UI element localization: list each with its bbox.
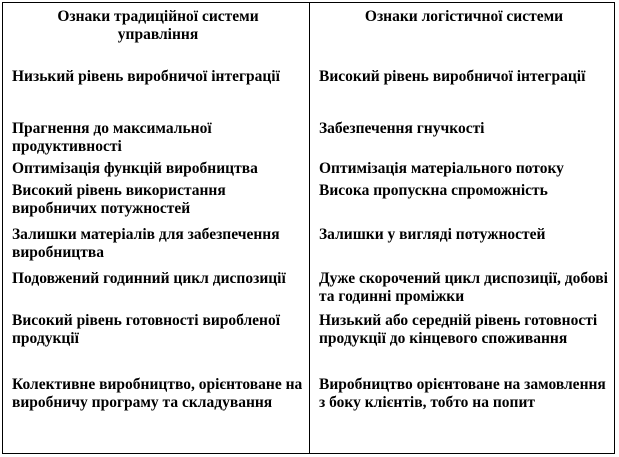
row-5-logistic: Залишки у вигляді потужностей (319, 226, 546, 243)
row-4-traditional: Високий рівень використання виробничих потужностей (12, 182, 226, 217)
row-6-traditional: Подовжений годинний цикл диспозиції (12, 270, 286, 287)
row-4-logistic: Висока пропускна спроможність (319, 182, 548, 199)
row-8-traditional: Колективне виробництво, орієнтоване на виробничу програму та складування (12, 376, 303, 411)
row-1-logistic: Високий рівень виробничої інтеграції (319, 68, 586, 85)
row-8-logistic: Виробництво орієнтоване на замовлення з боку клієнтів, тобто на попит (319, 376, 606, 411)
row-1-traditional: Низький рівень виробничої інтеграції (12, 68, 280, 85)
header-traditional: Ознаки традиційної системи управління (57, 8, 259, 43)
row-6-logistic: Дуже скорочений цикл диспозиції, добові та годинні проміжки (319, 270, 608, 305)
row-3-traditional: Оптимізація функцій виробництва (12, 160, 258, 177)
header-logistic: Ознаки логістичної системи (364, 8, 564, 25)
row-2-logistic: Забезпечення гнучкості (319, 120, 485, 137)
row-2-traditional: Прагнення до максимальної продуктивності (12, 120, 212, 155)
row-3-logistic: Оптимізація матеріального потоку (319, 160, 564, 177)
column-divider (309, 2, 310, 454)
row-7-logistic: Низький або середній рівень готовності продукції до кінцевого споживання (319, 312, 598, 347)
row-5-traditional: Залишки матеріалів для забезпечення виробництва (12, 226, 280, 261)
row-7-traditional: Високий рівень готовності виробленої продукції (12, 312, 281, 347)
